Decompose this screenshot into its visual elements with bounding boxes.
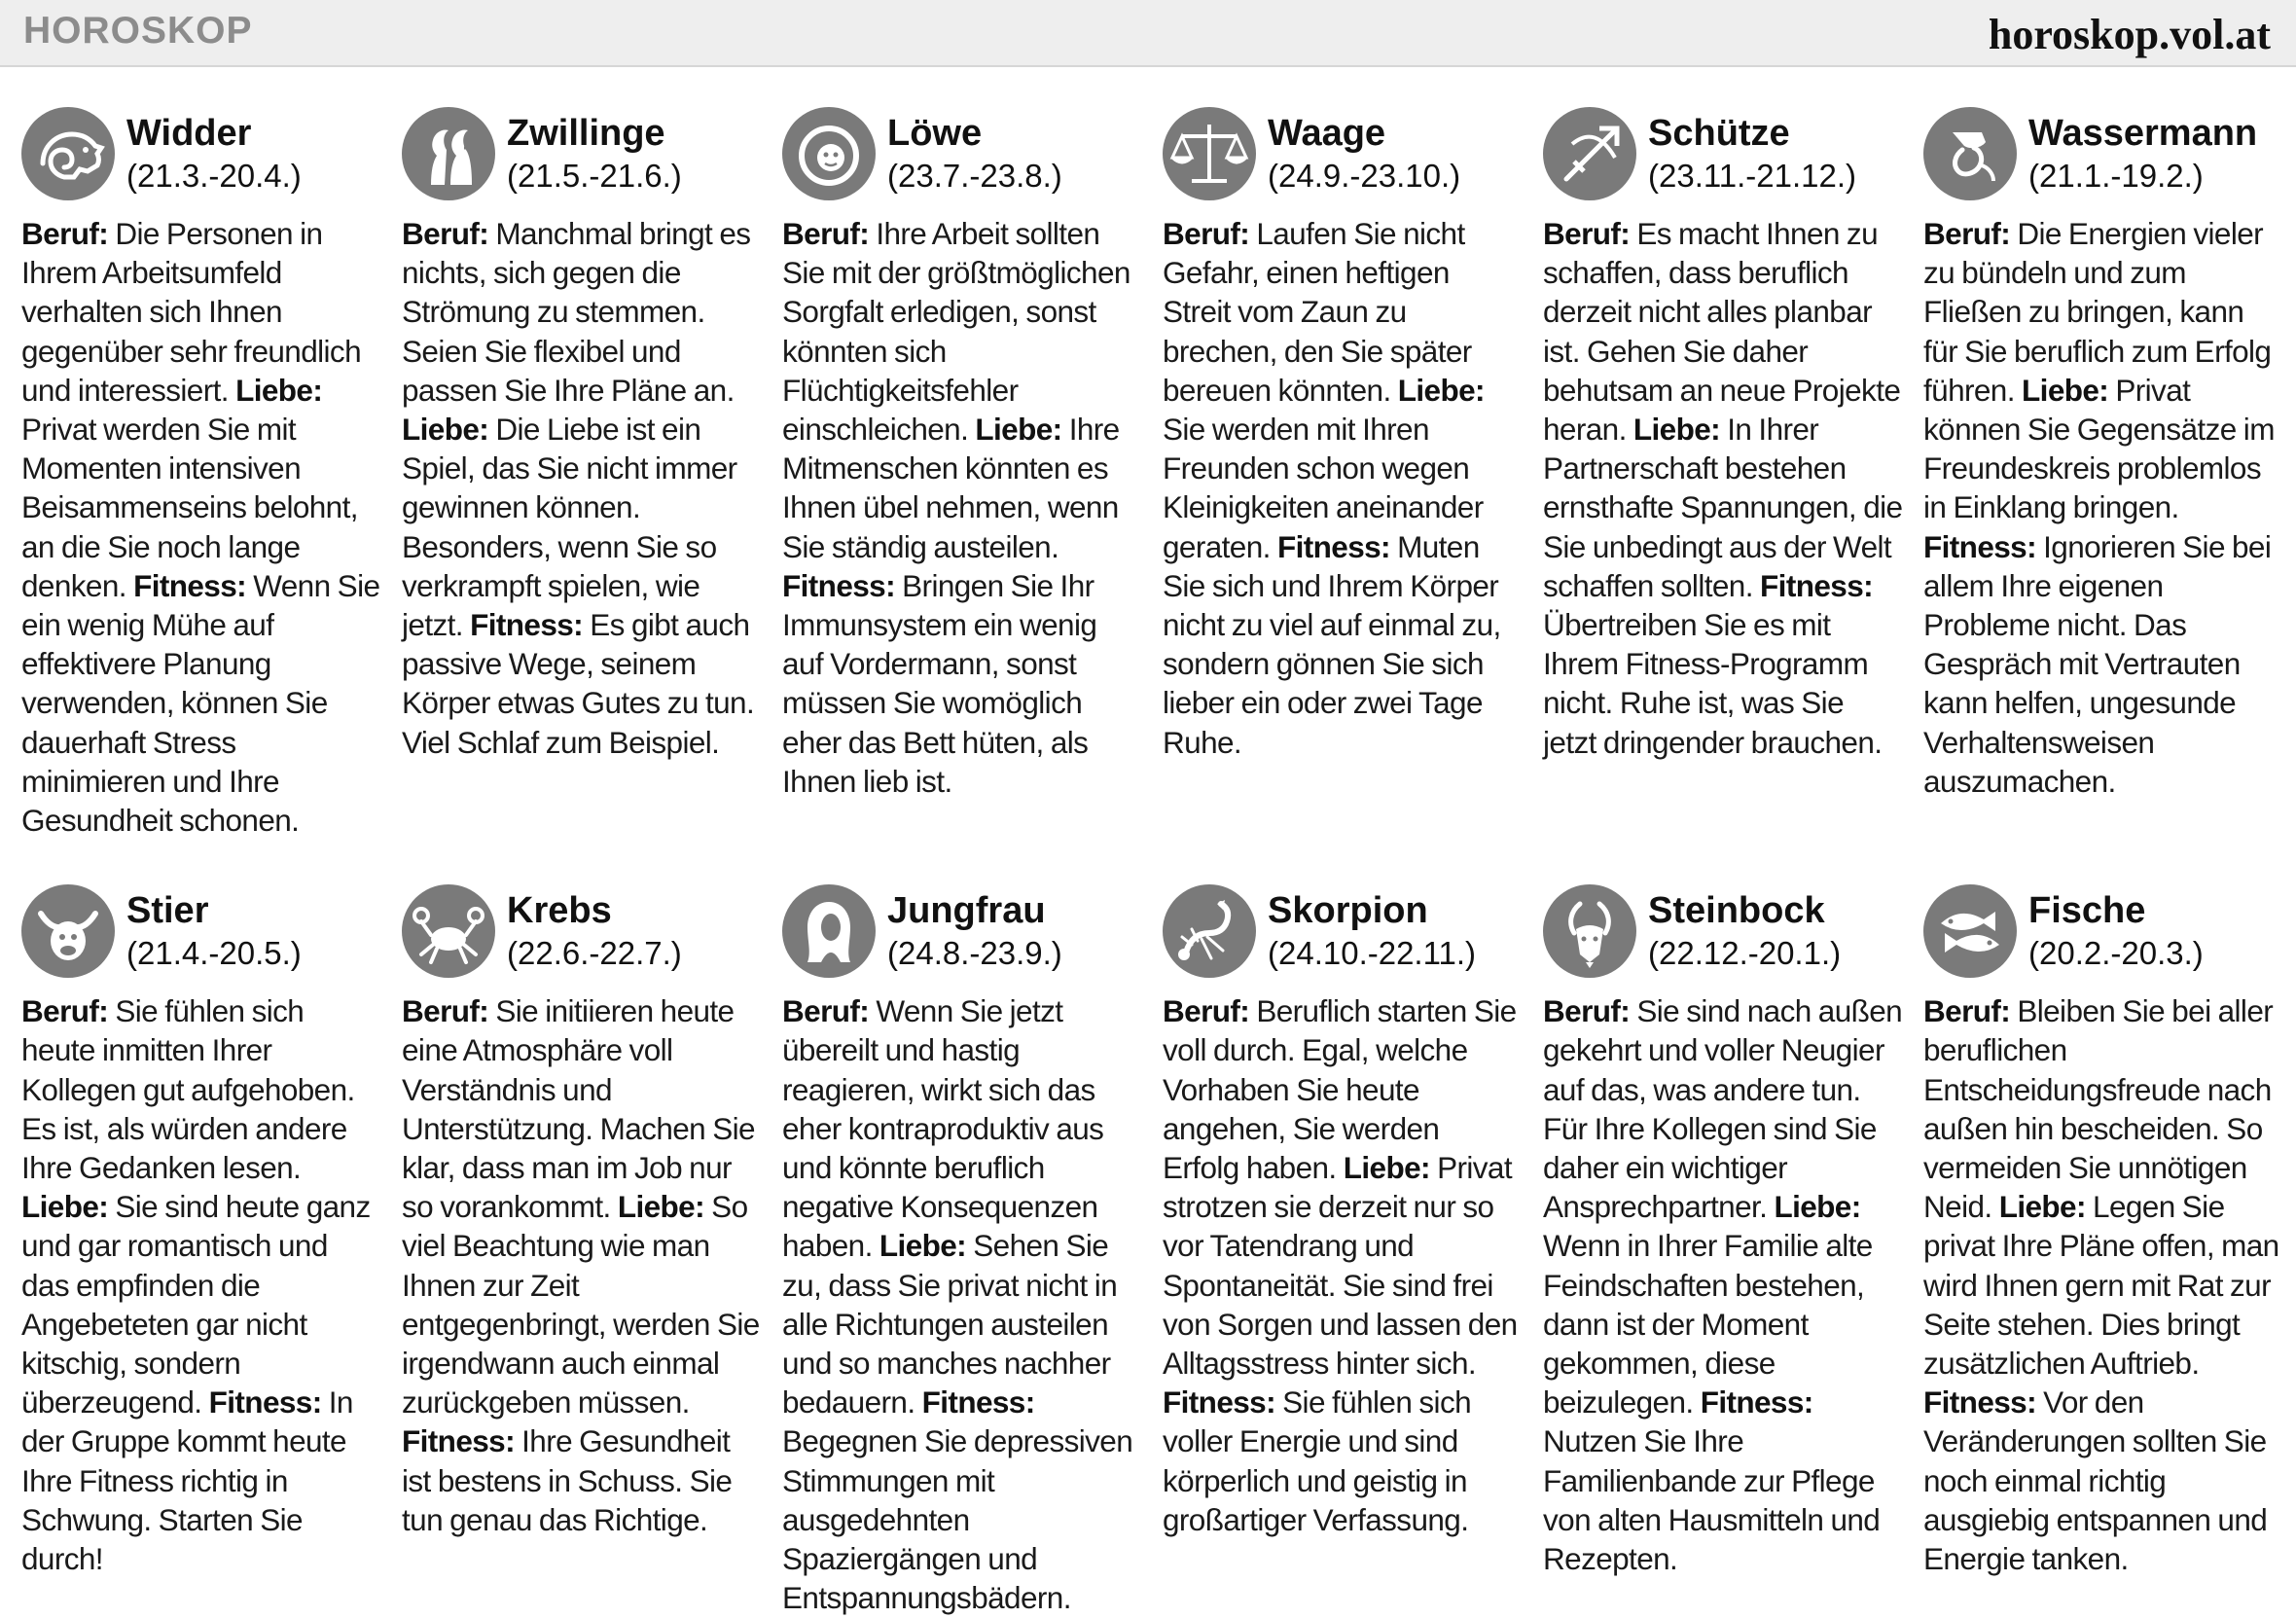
sign-text — [782, 214, 1142, 801]
liebe-label: Liebe: — [879, 1228, 967, 1264]
beruf-text: Ihre Arbeit sollten Sie mit der größtmöglichen Sorgfalt erledigen, sonst könnten sich Flüchtigkeitsfehler einschleichen. — [782, 216, 1130, 448]
fitness-label: Fitness: — [208, 1384, 322, 1420]
sign-name: Krebs — [507, 890, 612, 932]
sign-card — [782, 879, 1142, 1617]
beruf-label: Beruf: — [1163, 216, 1250, 251]
beruf-label: Beruf: — [782, 216, 870, 251]
fitness-label: Fitness: — [133, 567, 247, 603]
liebe-text: Sie werden mit Ihren Freunden schon wegen Kleinigkeiten aneinander geraten. — [1163, 412, 1484, 564]
sign-text — [1163, 991, 1523, 1539]
sign-text — [402, 214, 762, 762]
beruf-label: Beruf: — [1923, 216, 2011, 251]
sign-dates: (21.1.-19.2.) — [2028, 158, 2204, 194]
fitness-text: Ihre Gesundheit ist bestens in Schuss. Sie tun genau das Richtige. — [402, 1423, 733, 1537]
liebe-label: Liebe: — [2022, 372, 2109, 408]
beruf-label: Beruf: — [782, 993, 870, 1029]
beruf-text: Wenn Sie jetzt übereilt und hastig reagieren, wirkt sich das eher kontraproduktiv aus und könnte beruflich negative Konsequenzen haben. — [782, 993, 1104, 1264]
beruf-text: Sie sind nach außen gekehrt und voller Neugier auf das, was andere tun. Für Ihre Kollegen sind Sie daher ein wichtiger Ansprechpartner. — [1543, 993, 1903, 1225]
liebe-text: Privat werden Sie mit Momenten intensiven Beisammenseins belohnt, an die Sie noch lange denken. — [21, 412, 358, 603]
liebe-text: Sie sind heute ganz und gar romantisch und das empfinden die Angebeteten gar nicht kitschig, sondern überzeugend. — [21, 1189, 371, 1420]
sign-dates: (22.6.-22.7.) — [507, 935, 682, 972]
beruf-text: Beruflich starten Sie voll durch. Egal, welche Vorhaben Sie heute angehen, Sie werden Erfolg haben. — [1163, 993, 1517, 1186]
beruf-label: Beruf: — [402, 993, 489, 1029]
fitness-text: Wenn Sie ein wenig Mühe auf effektivere Planung verwenden, können Sie dauerhaft Stress minimieren und Ihre Gesundheit schonen. — [21, 567, 380, 839]
beruf-label: Beruf: — [402, 216, 489, 251]
beruf-text: Manchmal bringt es nichts, sich gegen die Strömung zu stemmen. Seien Sie flexibel und passen Sie Ihre Pläne an. — [402, 216, 751, 408]
fish-icon — [1923, 884, 2017, 978]
fitness-label: Fitness: — [1163, 1384, 1275, 1420]
fitness-label: Fitness: — [1760, 567, 1874, 603]
sign-text — [402, 991, 762, 1539]
beruf-label: Beruf: — [21, 993, 109, 1029]
liebe-text: Die Liebe ist ein Spiel, das Sie nicht immer gewinnen können. Besonders, wenn Sie so verkrampft spielen, wie jetzt. — [402, 412, 737, 643]
beruf-text: Bleiben Sie bei aller beruflichen Entscheidungsfreude nach außen hin bescheiden. So vermeiden Sie unnötigen Neid. — [1923, 993, 2274, 1225]
sign-header — [402, 101, 762, 206]
sign-card — [21, 101, 381, 840]
fitness-label: Fitness: — [1923, 1384, 2036, 1420]
sign-header — [21, 879, 381, 984]
sign-name: Fische — [2028, 890, 2146, 932]
beruf-text: Laufen Sie nicht Gefahr, einen heftigen Streit vom Zaun zu brechen, den Sie später bereuen könnten. — [1163, 216, 1472, 408]
sign-header — [1163, 101, 1523, 206]
sign-name: Löwe — [887, 113, 983, 154]
beruf-text: Sie fühlen sich heute inmitten Ihrer Kollegen gut aufgehoben. Es ist, als würden andere Ihre Gedanken lesen. — [21, 993, 355, 1186]
sign-text — [1163, 214, 1523, 762]
fitness-label: Fitness: — [921, 1384, 1035, 1420]
fitness-text: Nutzen Sie Ihre Familienbande zur Pflege von alten Hausmitteln und Rezepten. — [1543, 1423, 1881, 1577]
sign-name: Waage — [1268, 113, 1386, 154]
sign-header — [402, 879, 762, 984]
liebe-text: So viel Beachtung wie man Ihnen zur Zeit entgegenbringt, werden Sie irgendwann auch einmal zurückgeben müssen. — [402, 1189, 760, 1420]
sign-text — [1543, 214, 1903, 762]
fitness-text: Übertreiben Sie es mit Ihrem Fitness-Programm nicht. Ruhe ist, was Sie jetzt dringender brauchen. — [1543, 607, 1883, 760]
sign-header — [1923, 879, 2283, 984]
sign-text — [782, 991, 1142, 1617]
fitness-label: Fitness: — [1276, 528, 1390, 564]
liebe-label: Liebe: — [235, 372, 323, 408]
ram-icon — [21, 107, 115, 200]
water-bearer-icon — [1923, 107, 2017, 200]
page-header — [0, 0, 2296, 67]
beruf-label: Beruf: — [1543, 216, 1631, 251]
site-url: horoskop.vol.at — [1988, 11, 2271, 58]
page-title: HOROSKOP — [23, 10, 253, 52]
fitness-label: Fitness: — [402, 1423, 515, 1459]
liebe-label: Liebe: — [1632, 412, 1721, 448]
scales-icon — [1163, 107, 1256, 200]
sign-card — [1543, 101, 1903, 840]
sign-card — [1163, 101, 1523, 840]
sign-card — [21, 879, 381, 1617]
liebe-label: Liebe: — [1397, 372, 1485, 408]
beruf-label: Beruf: — [1923, 993, 2011, 1029]
sign-card — [402, 879, 762, 1617]
liebe-label: Liebe: — [1774, 1189, 1861, 1225]
sign-card — [1923, 879, 2283, 1617]
sign-header — [1163, 879, 1523, 984]
sign-text — [1923, 991, 2283, 1578]
beruf-label: Beruf: — [1163, 993, 1250, 1029]
sign-dates: (24.8.-23.9.) — [887, 935, 1062, 972]
fitness-text: Sie fühlen sich voller Energie und sind körperlich und geistig in großartiger Verfassung. — [1163, 1384, 1472, 1537]
sign-name: Widder — [126, 113, 252, 154]
fitness-text: Bringen Sie Ihr Immunsystem ein wenig auf Vordermann, sonst müssen Sie womöglich eher das Bett hüten, als Ihnen lieb ist. — [782, 567, 1097, 799]
sign-text — [21, 214, 381, 840]
sign-dates: (21.3.-20.4.) — [126, 158, 302, 194]
sign-name: Steinbock — [1648, 890, 1825, 932]
liebe-text: Privat können Sie Gegensätze im Freundeskreis problemlos in Einklang bringen. — [1923, 372, 2275, 525]
fitness-label: Fitness: — [1700, 1384, 1813, 1420]
sign-header — [21, 101, 381, 206]
liebe-text: Wenn in Ihrer Familie alte Feindschaften bestehen, dann ist der Moment gekommen, diese beizulegen. — [1543, 1228, 1873, 1420]
sign-header — [1923, 101, 2283, 206]
sign-name: Jungfrau — [887, 890, 1046, 932]
sign-dates: (20.2.-20.3.) — [2028, 935, 2204, 972]
sign-name: Schütze — [1648, 113, 1790, 154]
sign-card — [782, 101, 1142, 840]
fitness-label: Fitness: — [1923, 528, 2036, 564]
sign-text — [1923, 214, 2283, 801]
liebe-text: Ihre Mitmenschen könnten es Ihnen übel nehmen, wenn Sie ständig austeilen. — [782, 412, 1120, 564]
sign-dates: (22.12.-20.1.) — [1648, 935, 1842, 972]
fitness-text: Vor den Veränderungen sollten Sie noch einmal richtig ausgiebig entspannen und Energie tanken. — [1923, 1384, 2268, 1577]
virgin-icon — [782, 884, 876, 978]
sign-name: Skorpion — [1268, 890, 1428, 932]
twins-icon — [402, 107, 495, 200]
sign-dates: (23.11.-21.12.) — [1648, 158, 1857, 194]
fitness-text: In der Gruppe kommt heute Ihre Fitness richtig in Schwung. Starten Sie durch! — [21, 1384, 353, 1577]
archer-icon — [1543, 107, 1636, 200]
liebe-text: In Ihrer Partnerschaft bestehen ernsthafte Spannungen, die Sie unbedingt aus der Welt schaffen sollten. — [1543, 412, 1903, 603]
bull-icon — [21, 884, 115, 978]
liebe-label: Liebe: — [402, 412, 489, 448]
fitness-text: Es gibt auch passive Wege, seinem Körper etwas Gutes zu tun. Viel Schlaf zum Beispiel. — [402, 607, 755, 760]
sign-header — [782, 879, 1142, 984]
crab-icon — [402, 884, 495, 978]
beruf-label: Beruf: — [21, 216, 109, 251]
sign-dates: (24.9.-23.10.) — [1268, 158, 1461, 194]
liebe-label: Liebe: — [975, 412, 1062, 448]
liebe-label: Liebe: — [1998, 1189, 2086, 1225]
sign-dates: (21.4.-20.5.) — [126, 935, 302, 972]
sign-name: Zwillinge — [507, 113, 665, 154]
sign-text — [21, 991, 381, 1578]
lion-icon — [782, 107, 876, 200]
sign-header — [782, 101, 1142, 206]
goat-icon — [1543, 884, 1636, 978]
horoscope-grid — [21, 101, 2278, 1618]
sign-text — [1543, 991, 1903, 1578]
sign-card — [1543, 879, 1903, 1617]
fitness-text: Begegnen Sie depressiven Stimmungen mit ausgedehnten Spaziergängen und Entspannungsbädern. — [782, 1423, 1133, 1616]
liebe-label: Liebe: — [1343, 1150, 1430, 1186]
liebe-text: Privat strotzen sie derzeit nur so vor Tatendrang und Spontaneität. Sie sind frei von Sorgen und lassen den Alltagsstress hinter sich. — [1163, 1150, 1518, 1382]
fitness-label: Fitness: — [782, 567, 895, 603]
liebe-label: Liebe: — [21, 1189, 109, 1225]
beruf-text: Die Energien vieler zu bündeln und zum Fließen zu bringen, kann für Sie beruflich zum Erfolg führen. — [1923, 216, 2272, 408]
sign-dates: (23.7.-23.8.) — [887, 158, 1062, 194]
sign-dates: (24.10.-22.11.) — [1268, 935, 1477, 972]
fitness-text: Muten Sie sich und Ihrem Körper nicht zu viel auf einmal zu, sondern gönnen Sie sich lieber ein oder zwei Tage Ruhe. — [1163, 528, 1501, 760]
fitness-label: Fitness: — [470, 607, 584, 643]
sign-card — [402, 101, 762, 840]
beruf-text: Die Personen in Ihrem Arbeitsumfeld verhalten sich Ihnen gegenüber sehr freundlich und interessiert. — [21, 216, 362, 408]
sign-header — [1543, 101, 1903, 206]
beruf-label: Beruf: — [1543, 993, 1631, 1029]
scorpion-icon — [1163, 884, 1256, 978]
sign-card — [1163, 879, 1523, 1617]
liebe-text: Sehen Sie zu, dass Sie privat nicht in alle Richtungen austeilen und so manches nachher bedauern. — [782, 1228, 1118, 1420]
liebe-label: Liebe: — [617, 1189, 704, 1225]
liebe-text: Legen Sie privat Ihre Pläne offen, man wird Ihnen gern mit Rat zur Seite stehen. Dies bringt zusätzlichen Auftrieb. — [1923, 1189, 2279, 1382]
sign-header — [1543, 879, 1903, 984]
sign-card — [1923, 101, 2283, 840]
sign-name: Wassermann — [2028, 113, 2258, 154]
beruf-text: Es macht Ihnen zu schaffen, dass beruflich derzeit nicht alles planbar ist. Gehen Sie daher behutsam an neue Projekte heran. — [1543, 216, 1901, 448]
fitness-text: Ignorieren Sie bei allem Ihre eigenen Probleme nicht. Das Gespräch mit Vertrauten kann helfen, ungesunde Verhaltensweisen auszumachen. — [1923, 528, 2272, 799]
sign-name: Stier — [126, 890, 209, 932]
sign-dates: (21.5.-21.6.) — [507, 158, 682, 194]
beruf-text: Sie initiieren heute eine Atmosphäre voll Verständnis und Unterstützung. Machen Sie klar, dass man im Job nur so vorankommt. — [402, 993, 755, 1225]
